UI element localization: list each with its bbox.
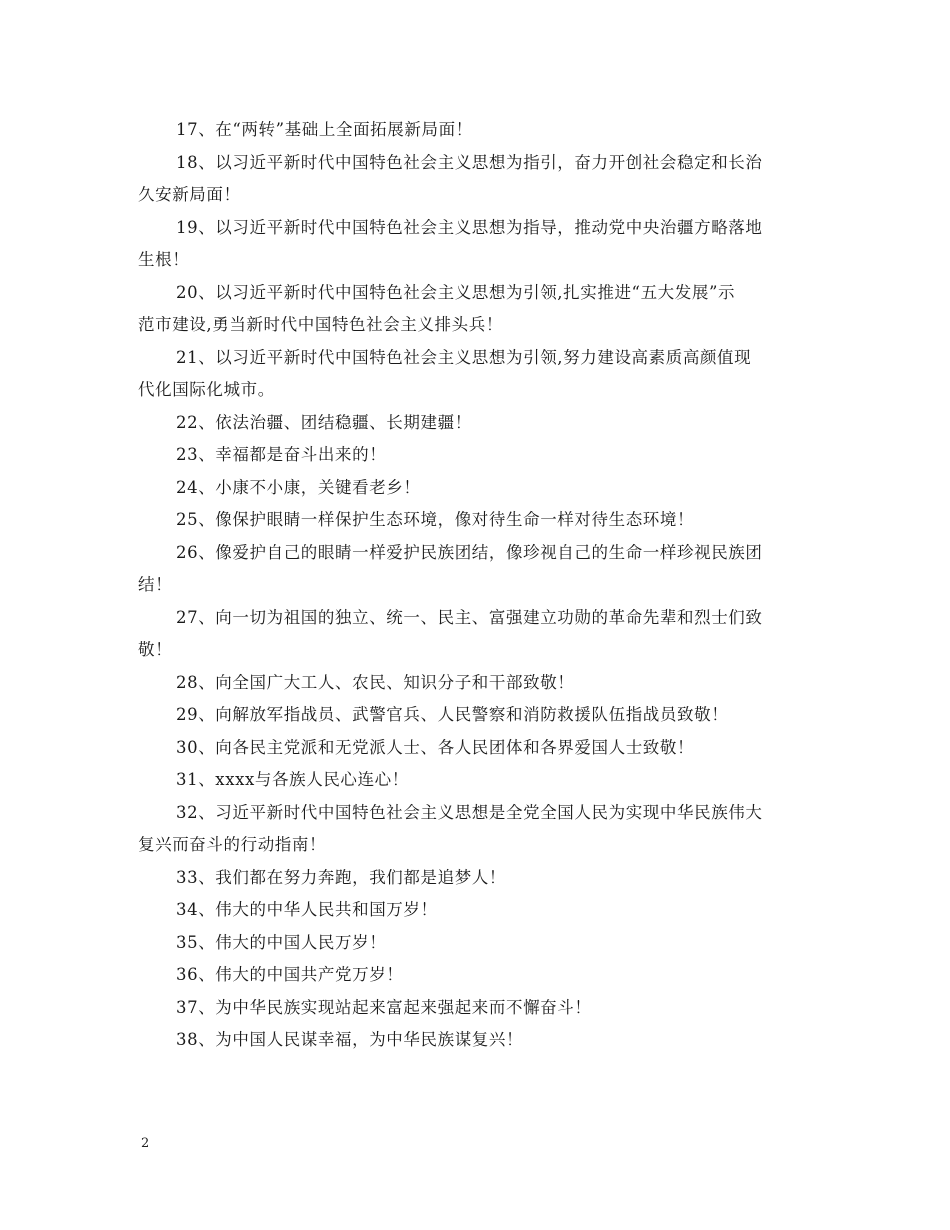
slogan-line: 28、向全国广大工人、农民、知识分子和干部致敬！ bbox=[176, 672, 575, 692]
slogan-item bbox=[138, 894, 818, 927]
slogan-item bbox=[138, 764, 818, 797]
slogan-list bbox=[138, 114, 818, 1057]
slogan-line: 19、以习近平新时代中国特色社会主义思想为指导，推动党中央治疆方略落地 bbox=[176, 217, 763, 237]
slogan-item bbox=[138, 927, 818, 960]
slogan-item bbox=[138, 212, 818, 277]
slogan-item bbox=[138, 342, 818, 407]
slogan-item bbox=[138, 602, 818, 667]
slogan-item bbox=[138, 862, 818, 895]
slogan-item bbox=[138, 537, 818, 602]
slogan-line: 26、像爱护自己的眼睛一样爱护民族团结，像珍视自己的生命一样珍视民族团 bbox=[176, 542, 763, 562]
slogan-line: 36、伟大的中国共产党万岁！ bbox=[176, 965, 404, 984]
slogan-line: 37、为中华民族实现站起来富起来强起来而不懈奋斗！ bbox=[176, 997, 592, 1017]
slogan-item bbox=[138, 992, 818, 1025]
slogan-item bbox=[138, 147, 818, 212]
slogan-item bbox=[138, 797, 818, 862]
slogan-line: 34、伟大的中华人民共和国万岁！ bbox=[176, 900, 438, 919]
page-number: 2 bbox=[141, 1136, 150, 1151]
slogan-line: 38、为中国人民谋幸福，为中华民族谋复兴！ bbox=[176, 1030, 524, 1049]
slogan-line: 30、向各民主党派和无党派人士、各人民团体和各界爱国人士致敬！ bbox=[176, 737, 695, 757]
slogan-line: 17、在“两转”基础上全面拓展新局面！ bbox=[176, 120, 473, 139]
slogan-line: 范市建设,勇当新时代中国特色社会主义排头兵！ bbox=[138, 315, 503, 334]
slogan-item bbox=[138, 472, 818, 505]
slogan-line: 24、小康不小康，关键看老乡！ bbox=[176, 477, 421, 497]
slogan-line: 29、向解放军指战员、武警官兵、人民警察和消防救援队伍指战员致敬！ bbox=[176, 705, 729, 724]
slogan-line: 22、依法治疆、团结稳疆、长期建疆！ bbox=[176, 412, 472, 432]
slogan-item bbox=[138, 699, 818, 732]
slogan-item bbox=[138, 504, 818, 537]
slogan-line: 复兴而奋斗的行动指南！ bbox=[138, 835, 327, 854]
slogan-line: 18、以习近平新时代中国特色社会主义思想为指引，奋力开创社会稳定和长治 bbox=[176, 152, 763, 172]
slogan-item bbox=[138, 277, 818, 342]
slogan-line: 32、习近平新时代中国特色社会主义思想是全党全国人民为实现中华民族伟大 bbox=[176, 802, 763, 822]
slogan-line: 21、以习近平新时代中国特色社会主义思想为引领,努力建设高素质高颜值现 bbox=[176, 347, 752, 367]
slogan-line: 23、幸福都是奋斗出来的！ bbox=[176, 445, 387, 464]
slogan-item bbox=[138, 439, 818, 472]
slogan-line: 代化国际化城市。 bbox=[138, 380, 275, 399]
slogan-item bbox=[138, 959, 818, 992]
slogan-line: 生根！ bbox=[138, 250, 190, 269]
slogan-line: 33、我们都在努力奔跑，我们都是追梦人！ bbox=[176, 867, 506, 887]
slogan-line: 27、向一切为祖国的独立、统一、民主、富强建立功勋的革命先辈和烈士们致 bbox=[176, 607, 763, 627]
slogan-item bbox=[138, 732, 818, 765]
slogan-line: 25、像保护眼睛一样保护生态环境，像对待生命一样对待生态环境！ bbox=[176, 510, 695, 529]
slogan-item bbox=[138, 114, 818, 147]
slogan-item bbox=[138, 667, 818, 700]
slogan-line: 20、以习近平新时代中国特色社会主义思想为引领,扎实推进“五大发展”示 bbox=[176, 282, 736, 302]
slogan-line: 31、xxxx与各族人民心连心！ bbox=[176, 770, 409, 789]
slogan-item bbox=[138, 407, 818, 440]
slogan-line: 35、伟大的中国人民万岁！ bbox=[176, 932, 387, 952]
slogan-line: 结！ bbox=[138, 575, 173, 594]
slogan-line: 久安新局面！ bbox=[138, 185, 241, 204]
slogan-item bbox=[138, 1024, 818, 1057]
slogan-line: 敬！ bbox=[138, 640, 173, 659]
